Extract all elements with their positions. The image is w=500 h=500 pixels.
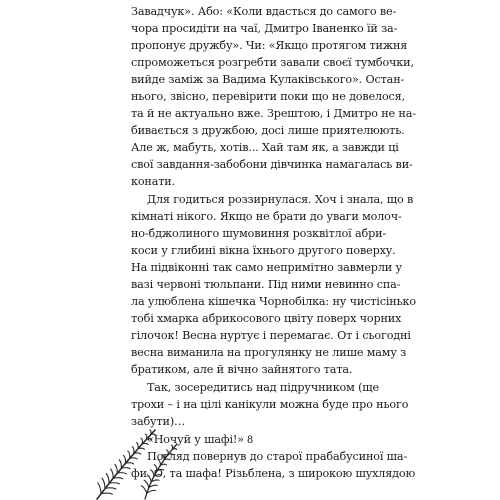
fern-leaflet bbox=[147, 475, 151, 482]
text-line: но-бджолиного шумовиння розквітлої абри- bbox=[131, 227, 387, 240]
fern-leaflet bbox=[128, 451, 130, 458]
fern-leaflet bbox=[141, 438, 142, 444]
fern-leaflet bbox=[171, 445, 172, 449]
fern-leaflet bbox=[144, 480, 149, 487]
fern-leaflet bbox=[111, 469, 114, 478]
fern-leaflet bbox=[126, 463, 134, 464]
text-line: спроможеться розгребти завали своєї тумбочки, bbox=[131, 56, 414, 69]
text-line: весна виманила на прогулянку не лише маму з bbox=[131, 346, 407, 359]
fern-leaflet bbox=[130, 458, 138, 459]
fern-leaflet bbox=[119, 460, 121, 468]
fern-leaflet bbox=[168, 454, 173, 455]
fern-leaflet bbox=[98, 483, 101, 494]
text-line: На підвіконні так само непримітно завмерли у bbox=[131, 261, 402, 274]
fern-leaf-icon bbox=[85, 400, 185, 500]
fern-leaflet bbox=[142, 443, 148, 444]
text-line: забути)… bbox=[131, 415, 186, 428]
fern-leaflet bbox=[145, 434, 146, 439]
fern-leaflet bbox=[138, 448, 144, 449]
fern-leaflet bbox=[164, 459, 170, 460]
text-line: гілочок! Весна нуртує і перемагає. От і сьогодні bbox=[131, 329, 411, 342]
text-line: конати. bbox=[131, 175, 176, 188]
text-line: фи. О, та шафа! Різьблена, з широкою шухлядою bbox=[131, 467, 416, 480]
text-line: Але ж, мабуть, хотів... Хай там як, а завжди ці bbox=[131, 141, 399, 154]
fern-leaflet bbox=[167, 450, 168, 455]
text-line: свої завдання-забобони дівчинка намагалась ви- bbox=[131, 158, 413, 171]
fern-leaflet bbox=[132, 447, 134, 454]
page-number: 8 bbox=[246, 435, 254, 446]
fern-leaflet bbox=[113, 478, 123, 479]
fern-leaflet bbox=[124, 455, 126, 463]
fern-leaflet bbox=[150, 430, 151, 435]
fern-leaflet bbox=[154, 465, 157, 471]
text-line: братиком, але й вічно зайнятого тата. bbox=[131, 363, 353, 376]
fern-leaflet bbox=[151, 470, 154, 477]
fern-leaflet bbox=[109, 483, 119, 484]
fern-leaflet bbox=[160, 464, 166, 465]
text-line: кімнаті нікого. Якщо не брати до уваги молоч- bbox=[131, 210, 402, 223]
text-line-indent: Для годиться роззирнулася. Хоч і знала, що в bbox=[147, 193, 414, 206]
text-line: пропонує дружбу». Чи: «Якщо протягом тижня bbox=[131, 39, 408, 52]
text-line-indent: Погляд повернув до старої прабабусиної ша- bbox=[147, 450, 408, 463]
text-line: бивається з дружбою, досі лише приятелюють. bbox=[131, 124, 405, 137]
text-line-indent: «Ночуй у шафі!» bbox=[147, 433, 244, 446]
text-line: вазі червоні тюльпани. Під ними невинно спа- bbox=[131, 278, 401, 291]
text-line-indent: Так, зосередитись над підручником (ще bbox=[147, 381, 380, 394]
text-line: коси у глибині вікна їхнього другого поверху. bbox=[131, 244, 396, 257]
text-line: ла улюблена кішечка Чорнобілка: ну чистісінько bbox=[131, 295, 416, 308]
text-line: чора просидіти на чаї, Дмитро Іваненко їй за- bbox=[131, 22, 398, 35]
fern-leaflet bbox=[134, 453, 141, 454]
text-line: та й не актуально вже. Зрештою, і Дмитро не на- bbox=[131, 107, 416, 120]
fern-leaflet bbox=[121, 468, 130, 469]
fern-leaflet bbox=[158, 460, 160, 466]
fern-leaflet bbox=[137, 442, 139, 448]
text-line: трохи – і на цілі канікули можна буде про нього bbox=[131, 398, 409, 411]
fern-leaflet bbox=[105, 488, 116, 489]
text-line: вийде заміж за Вадима Кулаківського». Остан- bbox=[131, 73, 405, 86]
fern-leaflet bbox=[162, 455, 164, 460]
fern-leaflet bbox=[141, 486, 147, 494]
fern-leaflet bbox=[115, 464, 118, 473]
text-line: тобі хмарка абрикосового цвіту поверх чорних bbox=[131, 312, 402, 325]
fern-leaflet bbox=[101, 493, 112, 494]
text-line: нього, звісно, перевірити поки що не довелося, bbox=[131, 90, 405, 103]
fern-leaflet bbox=[106, 473, 109, 483]
fern-leaflet bbox=[102, 478, 105, 488]
text-line: Завадчук». Або: «Коли вдасться до самого ве- bbox=[131, 5, 397, 18]
fern-leaflet bbox=[117, 473, 126, 474]
fern-leaflet bbox=[147, 439, 152, 440]
